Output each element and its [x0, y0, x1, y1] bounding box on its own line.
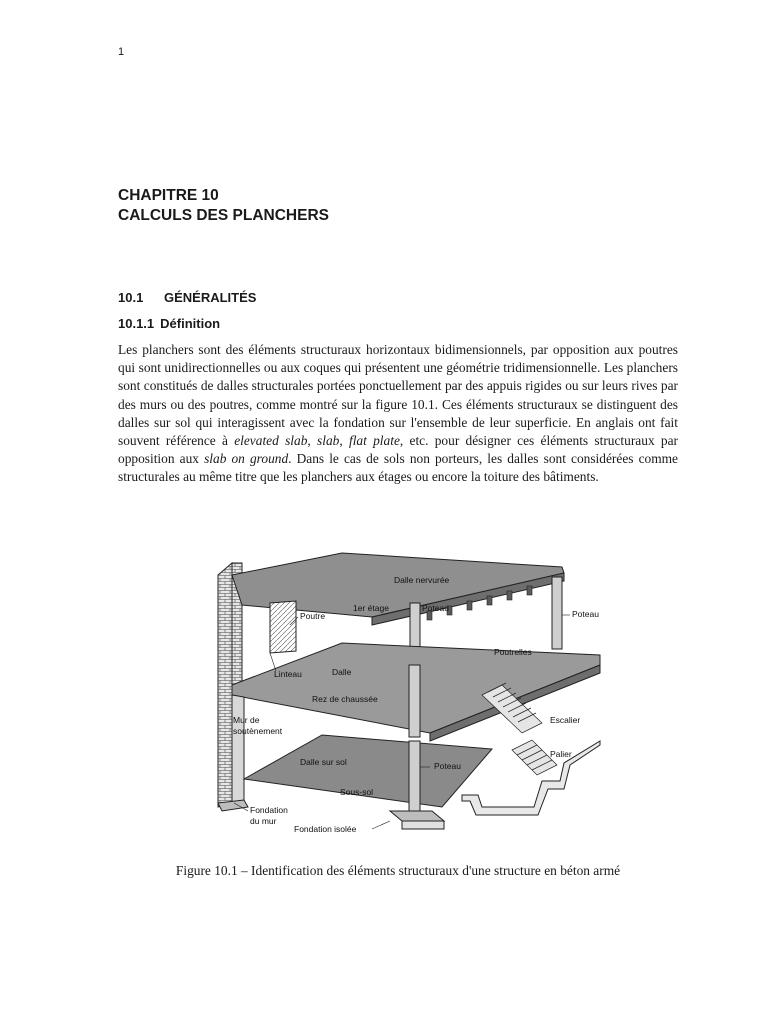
paragraph-text: , etc. pour désigner ces éléments structuraux par opposition aux [118, 433, 679, 467]
label-fondation-isolee: Fondation isolée [294, 824, 357, 834]
term-elevated-slab: elevated slab [234, 433, 308, 449]
label-sous-sol: Sous-sol [340, 787, 374, 797]
retaining-wall [232, 695, 244, 803]
paragraph-text: , [339, 433, 349, 449]
term-slab: slab [317, 433, 340, 449]
chapter-number: CHAPITRE 10 [118, 187, 219, 204]
label-linteau: Linteau [274, 669, 302, 679]
label-soutenement: soutènement [233, 726, 283, 736]
isolated-footing [390, 811, 444, 821]
label-poutre: Poutre [300, 611, 326, 621]
column-right [552, 577, 562, 649]
figure-caption: Figure 10.1 – Identification des éléments structuraux d'une structure en béton armé [175, 863, 621, 878]
label-poteau-right: Poteau [572, 609, 599, 619]
building-section-illustration [212, 545, 610, 845]
section-title: GÉNÉRALITÉS [164, 290, 257, 305]
label-dalle-sur-sol: Dalle sur sol [300, 757, 347, 767]
label-rez-de-chaussee: Rez de chaussée [312, 694, 378, 704]
section-number: 10.1 [118, 290, 144, 305]
label-du-mur: du mur [250, 816, 277, 826]
column-bottom [409, 741, 420, 811]
label-fondation: Fondation [250, 805, 288, 815]
paragraph-text: Les planchers sont des éléments structuraux horizontaux bidimensionnels, par opposition aux poutres qui sont unidirectionnelles ou aux coques qui présentent une géométrie tridimensionnelle. Les planchers sont constitués de dalles structurales portées ponctuellement par des appuis rigides ou sur leurs rives par des murs ou des poutres, comme montré sur la figure 10.1. Ces éléments structuraux se distinguent des dalles sur sol qui interagissent avec la fondation sur l'ensemble de leur superficie. En anglais ont fait souvent référence à [118, 342, 678, 449]
structure-figure [212, 545, 610, 845]
label-premier-etage: 1er étage [353, 603, 389, 613]
chapter-heading [118, 186, 329, 226]
label-escalier: Escalier [550, 715, 581, 725]
column-middle [409, 665, 420, 737]
term-slab-on-ground: slab on ground [204, 451, 289, 467]
subsection-number: 10.1.1 [118, 316, 155, 331]
column-top [410, 603, 420, 647]
label-poteau-top: Poteau [422, 603, 449, 613]
isolated-footing [402, 821, 444, 829]
label-dalle: Dalle [332, 667, 352, 677]
paragraph-text: . Dans le cas de sols non porteurs, les dalles sont considérées comme structurales au même titre que les planchers aux étages ou encore la toiture des bâtiments. [118, 451, 678, 485]
label-dalle-nervuree: Dalle nervurée [394, 575, 450, 585]
page-number: 1 [118, 46, 125, 58]
label-poutrelles: Poutrelles [494, 647, 532, 657]
section-heading [118, 290, 256, 305]
label-palier: Palier [550, 749, 572, 759]
paragraph-text: , [307, 433, 318, 449]
lintel-opening [270, 601, 296, 653]
subsection-title: Définition [160, 316, 221, 331]
subsection-heading [118, 316, 220, 331]
definition-paragraph [118, 341, 678, 487]
chapter-title: CALCULS DES PLANCHERS [118, 207, 329, 224]
label-mur-de: Mur de [233, 715, 260, 725]
brick-wall [218, 563, 232, 807]
label-poteau-bottom: Poteau [434, 761, 461, 771]
term-flat-plate: flat plate [348, 433, 400, 449]
